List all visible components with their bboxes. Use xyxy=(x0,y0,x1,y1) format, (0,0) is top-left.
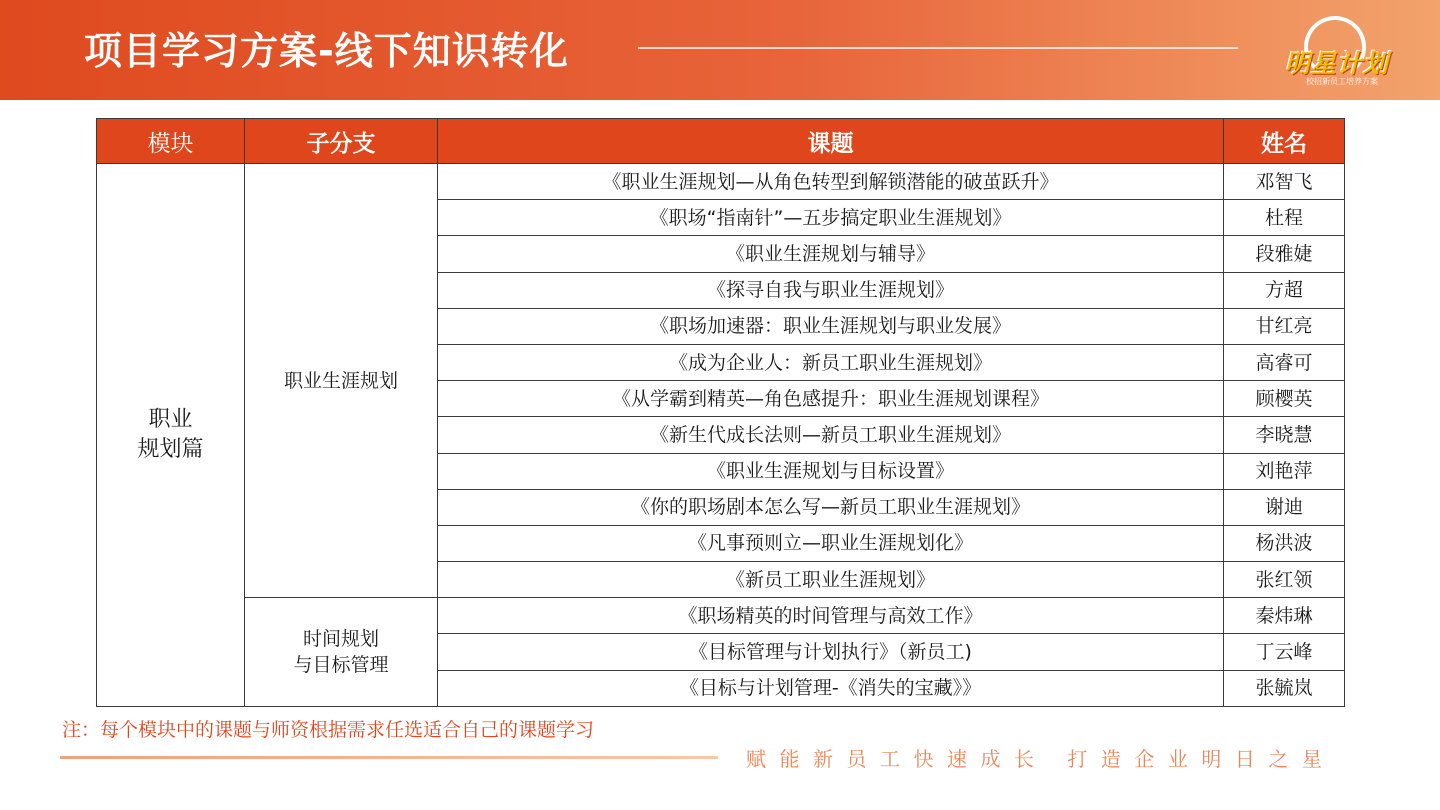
header-banner xyxy=(0,0,1440,100)
name-cell: 甘红亮 xyxy=(1224,308,1345,344)
topic-cell: 《成为企业人：新员工职业生涯规划》 xyxy=(438,344,1224,380)
topic-cell: 《新员工职业生涯规划》 xyxy=(438,562,1224,598)
name-cell: 方超 xyxy=(1224,272,1345,308)
topic-cell: 《职业生涯规划与辅导》 xyxy=(438,236,1224,272)
name-cell: 高睿可 xyxy=(1224,344,1345,380)
module-line: 规划篇 xyxy=(137,436,204,462)
name-cell: 张红领 xyxy=(1224,562,1345,598)
branch-cell-career: 职业生涯规划 xyxy=(245,164,438,598)
table-row xyxy=(97,164,1345,200)
name-cell: 秦炜琳 xyxy=(1224,598,1345,634)
topic-cell: 《探寻自我与职业生涯规划》 xyxy=(438,272,1224,308)
topic-cell: 《职业生涯规划—从角色转型到解锁潜能的破茧跃升》 xyxy=(438,164,1224,200)
branch-line: 时间规划 xyxy=(302,628,379,651)
table-row xyxy=(97,598,1345,634)
module-cell xyxy=(97,164,245,707)
name-cell: 张毓岚 xyxy=(1224,670,1345,706)
topic-cell: 《职业生涯规划与目标设置》 xyxy=(438,453,1224,489)
header-topic: 课题 xyxy=(438,119,1224,164)
name-cell: 顾樱英 xyxy=(1224,381,1345,417)
topic-cell: 《职场加速器：职业生涯规划与职业发展》 xyxy=(438,308,1224,344)
module-line: 职业 xyxy=(148,406,193,432)
header-name: 姓名 xyxy=(1224,119,1345,164)
name-cell: 谢迪 xyxy=(1224,489,1345,525)
footer-divider xyxy=(60,756,718,759)
branch-line: 与目标管理 xyxy=(293,654,389,677)
topic-cell: 《从学霸到精英—角色感提升：职业生涯规划课程》 xyxy=(438,381,1224,417)
name-cell: 杜程 xyxy=(1224,200,1345,236)
topic-cell: 《目标管理与计划执行》（新员工) xyxy=(438,634,1224,670)
name-cell: 邓智飞 xyxy=(1224,164,1345,200)
topic-cell: 《职场精英的时间管理与高效工作》 xyxy=(438,598,1224,634)
learning-plan-table xyxy=(96,118,1345,707)
footnote: 注：每个模块中的课题与师资根据需求任选适合自己的课题学习 xyxy=(62,719,595,741)
name-cell: 李晓慧 xyxy=(1224,417,1345,453)
logo-text: 明星计划 xyxy=(1284,49,1389,78)
slogan: 赋能新员工快速成长 打造企业明日之星 xyxy=(746,747,1336,771)
topic-cell: 《目标与计划管理-《消失的宝藏》》 xyxy=(438,670,1224,706)
header-divider xyxy=(638,47,1238,49)
program-logo xyxy=(1270,12,1400,92)
name-cell: 刘艳萍 xyxy=(1224,453,1345,489)
branch-cell-time xyxy=(245,598,438,707)
header-branch: 子分支 xyxy=(245,119,438,164)
topic-cell: 《你的职场剧本怎么写—新员工职业生涯规划》 xyxy=(438,489,1224,525)
header-module: 模块 xyxy=(97,119,245,164)
topic-cell: 《凡事预则立—职业生涯规划化》 xyxy=(438,525,1224,561)
name-cell: 杨洪波 xyxy=(1224,525,1345,561)
table-header-row xyxy=(97,119,1345,164)
page-title: 项目学习方案-线下知识转化 xyxy=(84,29,569,73)
name-cell: 丁云峰 xyxy=(1224,634,1345,670)
topic-cell: 《职场“指南针”—五步搞定职业生涯规划》 xyxy=(438,200,1224,236)
name-cell: 段雅婕 xyxy=(1224,236,1345,272)
logo-subtitle: 校招新员工培养方案 xyxy=(1306,77,1378,86)
topic-cell: 《新生代成长法则—新员工职业生涯规划》 xyxy=(438,417,1224,453)
